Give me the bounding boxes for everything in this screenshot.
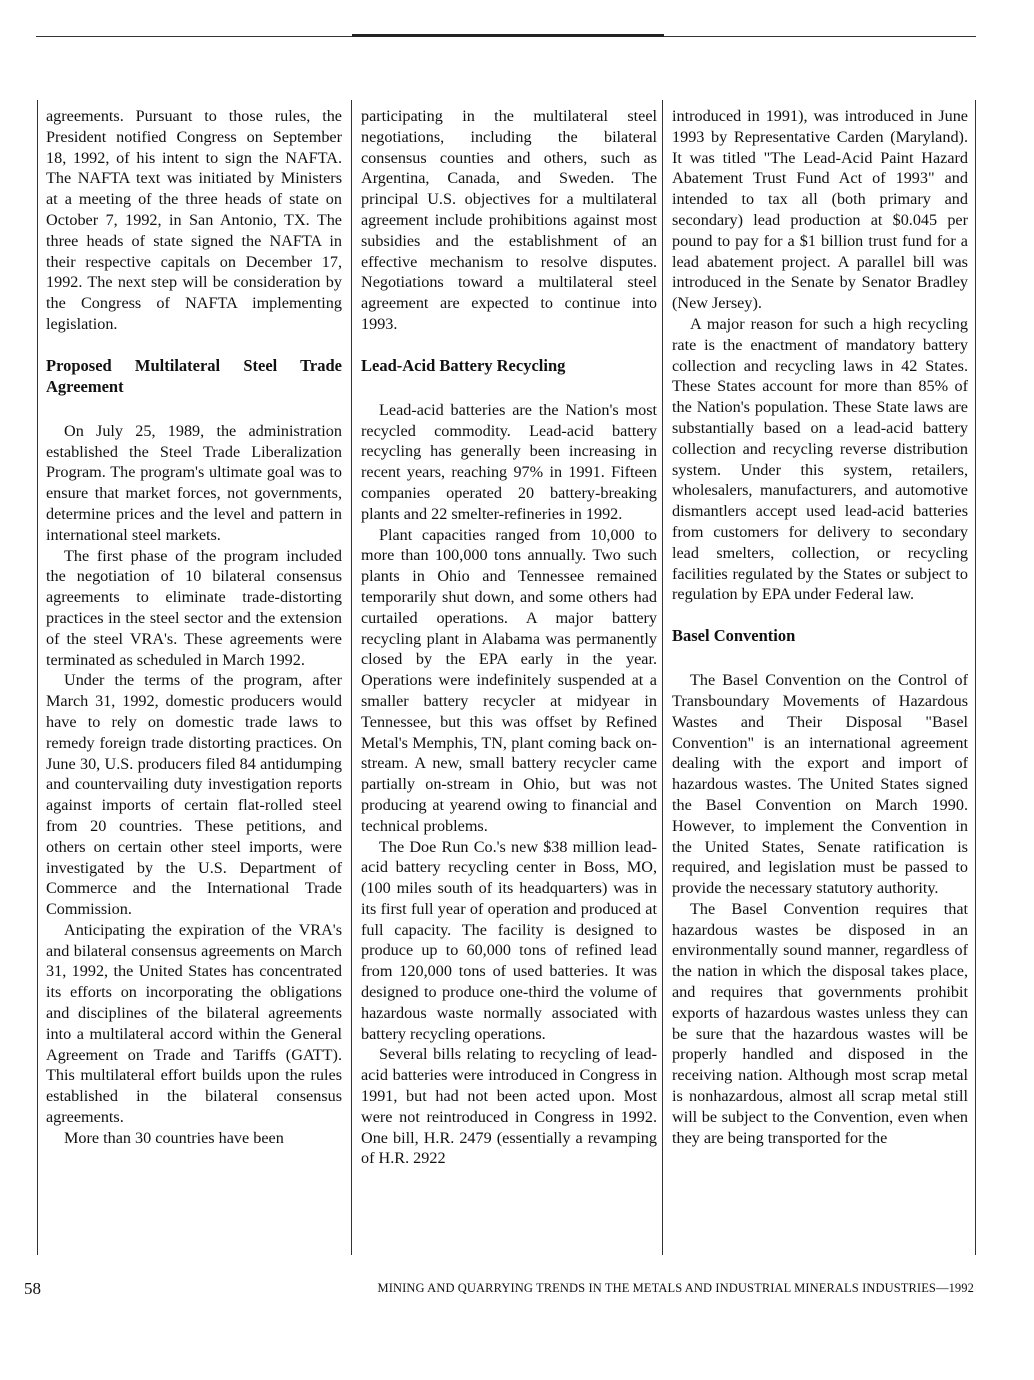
section-heading-steel-trade: Proposed Multilateral Steel Trade Agreement: [46, 355, 342, 396]
paragraph: introduced in 1991), was introduced in June 1993 by Representative Carden (Maryland). It was titled "The Lead-Acid Paint Hazard Abatement Trust Fund Act of 1993" and intended to tax all (both primary and secondary) lead production at $0.045 per pound to pay for a $1 billion trust fund for a lead abatement project. A parallel bill was introduced in the Senate by Senator Bradley (New Jersey).: [672, 107, 968, 313]
paragraph: The Basel Convention requires that hazardous wastes be disposed in an environmentally sound manner, regardless of the nation in which the disposal takes place, and requires that governments prohibit exports of hazardous wastes unless they can be sure that the hazardous wastes will be properly handled and disposed in the receiving nation. Although most scrap metal is nonhazardous, almost all scrap metal still will be subject to the Convention, even when they are being transported for the: [672, 899, 968, 1147]
paragraph: Under the terms of the program, after March 31, 1992, domestic producers would have to rely on domestic trade laws to remedy foreign trade distorting practices. On June 30, U.S. producers filed 84 antidumping and countervailing duty investigation reports against imports of certain flat-rolled steel from 20 countries. These petitions, and others on certain other steel imports, were investigated by the U.S. Department of Commerce and the International Trade Commission.: [46, 671, 342, 919]
paragraph: participating in the multilateral steel negotiations, including the bilateral consensus counties and others, such as Argentina, Canada, and Sweden. The principal U.S. objectives for a multilateral agreement include prohibitions against most subsidies and the establishment of an effective mechanism to resolve disputes. Negotiations toward a multilateral steel agreement are expected to continue into 1993.: [361, 107, 657, 333]
paragraph: On July 25, 1989, the administration established the Steel Trade Liberalization Program. The program's ultimate goal was to ensure that market forces, not governments, determine prices and the level and pattern in international steel markets.: [46, 421, 342, 544]
paragraph: The first phase of the program included the negotiation of 10 bilateral consensus agreements to eliminate trade-distorting practices in the steel sector and the extension of the steel VRA's. These agreements were terminated as scheduled in March 1992.: [46, 546, 342, 669]
paragraph: The Doe Run Co.'s new $38 million lead-acid battery recycling center in Boss, MO, (100 miles south of its headquarters) was in its first full year of operation and produced at full capacity. The facility is designed to produce up to 60,000 tons of refined lead from 120,000 tons of used batteries. It was designed to produce one-third the volume of hazardous waste normally associated with battery recycling operations.: [361, 837, 657, 1043]
paragraph: Plant capacities ranged from 10,000 to more than 100,000 tons annually. Two such plants in Ohio and Tennessee remained temporarily shut down, and some others had curtailed operations. A major battery recycling plant in Alabama was permanently closed by the EPA early in the year. Operations were indefinitely suspended at a smaller battery recycler at midyear in Tennessee, but this was offset by Refined Metal's Memphis, TN, plant coming back on-stream. A new, small battery recycler came partially on-stream in Ohio, but was not producing at yearend owing to financial and technical problems.: [361, 525, 657, 835]
paragraph: Anticipating the expiration of the VRA's and bilateral consensus agreements on March 31, 1992, the United States has concentrated its efforts on incorporating the obligations and disciplines of the bilateral agreements into a multilateral accord within the General Agreement on Trade and Tariffs (GATT). This multilateral effort builds upon the rules established in the bilateral consensus agreements.: [46, 920, 342, 1127]
column-3: [672, 106, 968, 1148]
paragraph: Lead-acid batteries are the Nation's most recycled commodity. Lead-acid battery recycling has generally been increasing in recent years, reaching 97% in 1991. Fifteen companies operated 20 battery-breaking plants and 22 smelter-refineries in 1992.: [361, 400, 657, 523]
paragraph: agreements. Pursuant to those rules, the President notified Congress on September 18, 1992, of his intent to sign the NAFTA. The NAFTA text was initiated by Ministers at a meeting of the three heads of state on October 7, 1992, in San Antonio, TX. The three heads of state signed the NAFTA in their respective capitals on December 17, 1992. The next step will be consideration by the Congress of NAFTA implementing legislation.: [46, 107, 342, 333]
section-heading-battery-recycling: Lead-Acid Battery Recycling: [361, 355, 566, 375]
paragraph: More than 30 countries have been: [64, 1128, 284, 1147]
section-heading-basel-convention: Basel Convention: [672, 626, 796, 646]
column-1: [46, 106, 342, 1149]
column-rule-left: [37, 100, 38, 1255]
paragraph: The Basel Convention on the Control of Transboundary Movements of Hazardous Wastes and Their Disposal "Basel Convention" is an international agreement dealing with the export and import of hazardous wastes. The United States signed the Basel Convention on March 1990. However, to implement the Convention in the United States, Senate ratification is required, and legislation must be passed to provide the necessary statutory authority.: [672, 671, 968, 898]
column-rule-right: [975, 100, 976, 1255]
column-rule-1: [351, 100, 352, 1255]
paragraph: Several bills relating to recycling of lead-acid batteries were introduced in Congress in 1991, but had not been acted upon. Most were not reintroduced in Congress in 1992. One bill, H.R. 2479 (essentially a revamping of H.R. 2922: [361, 1045, 657, 1168]
top-rule-accent: [352, 34, 664, 37]
column-2: [361, 106, 657, 1169]
running-footer-title: MINING AND QUARRYING TRENDS IN THE METALS AND INDUSTRIAL MINERALS INDUSTRIES—1992: [377, 1281, 974, 1295]
paragraph: A major reason for such a high recycling rate is the enactment of mandatory battery collection and recycling laws in 42 States. These States account for more than 85% of the Nation's population. These State laws are substantially based on a lead-acid battery collection and recycling reverse distribution system. Under this system, retailers, wholesalers, manufacturers, and automotive dismantlers accept used lead-acid batteries from customers for delivery to secondary lead smelters, collection, or recycling facilities regulated by the States or subject to regulation by EPA under Federal law.: [672, 314, 968, 604]
column-rule-2: [662, 100, 663, 1255]
page-number: 58: [24, 1279, 41, 1298]
